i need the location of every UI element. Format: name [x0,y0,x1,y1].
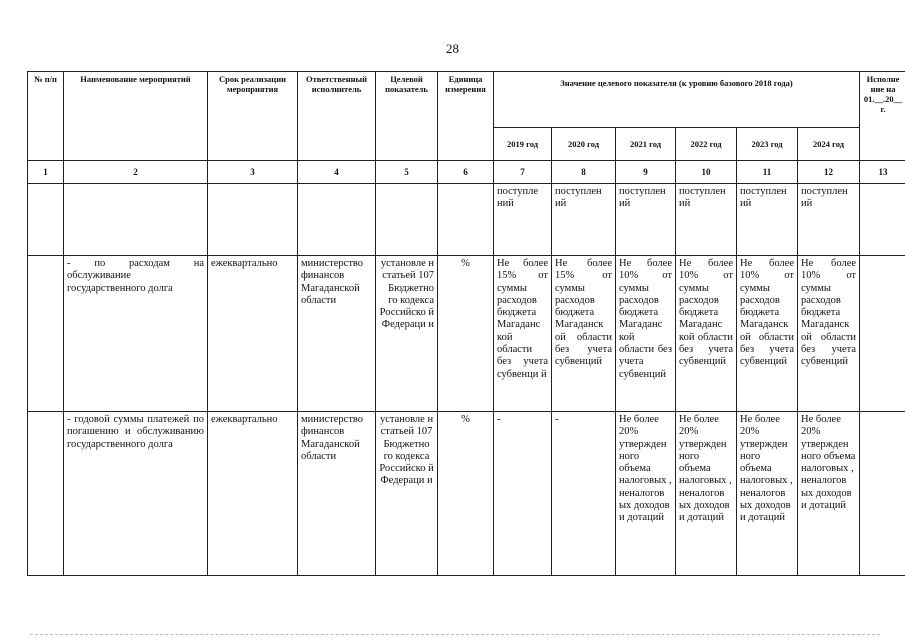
cell-value-2021: поступлен ий [616,184,676,256]
cell-value-2022: поступлен ий [676,184,737,256]
header-responsible: Ответственный исполнитель [298,72,376,161]
table-row [28,412,905,576]
cell-value-2020: Не более 15% от суммы расходов бюджета Магаданск ой области без учета субвенций [552,256,616,412]
cell-unit [438,184,494,256]
cell-value-2024: Не более 10% от суммы расходов бюджета Магаданск ой области без учета субвенций [798,256,860,412]
column-number: 8 [552,161,616,184]
cell-unit: % [438,256,494,412]
column-number: 10 [676,161,737,184]
column-number: 11 [737,161,798,184]
cell-value-2022: Не более 20% утвержден ного объема налоговых , неналогов ых доходов и дотаций [676,412,737,576]
header-year: 2021 год [616,128,676,161]
header-year: 2024 год [798,128,860,161]
column-number: 2 [64,161,208,184]
header-unit: Единица измерения [438,72,494,161]
header-year: 2019 год [494,128,552,161]
cell-num [28,412,64,576]
cell-value-2021: Не более 20% утвержден ного объема налоговых , неналогов ых доходов и дотаций [616,412,676,576]
cell-value-2020: - [552,412,616,576]
cell-unit: % [438,412,494,576]
column-numbers-row [28,161,905,184]
table-row [28,184,905,256]
header-year: 2023 год [737,128,798,161]
cell-value-2021: Не более 10% от суммы расходов бюджета Магаданс кой области без учета субвенций [616,256,676,412]
cell-value-2019: - [494,412,552,576]
page-number: 28 [446,41,459,56]
header-term: Срок реализации мероприятия [208,72,298,161]
cell-value-2024: Не более 20% утвержден ного объема налоговых , неналогов ых доходов и дотаций [798,412,860,576]
cell-value-2024: поступлен ий [798,184,860,256]
cell-indicator: установле н статьей 107 Бюджетно го кодекса Российско й Федераци и [376,256,438,412]
column-number: 1 [28,161,64,184]
cell-value-2019: поступле ний [494,184,552,256]
header-name: Наименование мероприятий [64,72,208,161]
scan-artifact-line [30,634,880,636]
cell-term [208,184,298,256]
header-values-group: Значение целевого показателя (к уровню базового 2018 года) [494,72,860,128]
cell-value-2023: Не более 20% утвержден ного объема налоговых , неналогов ых доходов и дотаций [737,412,798,576]
cell-value-2020: поступлен ий [552,184,616,256]
cell-value-2023: поступлен ий [737,184,798,256]
cell-num [28,256,64,412]
column-number: 12 [798,161,860,184]
header-row [28,72,905,128]
cell-name: - годовой суммы платежей по погашению и обслуживанию государственного долга [64,412,208,576]
target-indicators-table [27,71,905,576]
cell-name [64,184,208,256]
column-number: 4 [298,161,376,184]
cell-num [28,184,64,256]
header-num: № п/п [28,72,64,161]
cell-term: ежеквартально [208,412,298,576]
cell-indicator: установле н статьей 107 Бюджетно го кодекса Российско й Федераци и [376,412,438,576]
cell-execution [860,184,905,256]
header-year: 2022 год [676,128,737,161]
column-number: 5 [376,161,438,184]
cell-indicator [376,184,438,256]
cell-execution [860,256,905,412]
cell-value-2022: Не более 10% от суммы расходов бюджета Магаданс кой области без учета субвенций [676,256,737,412]
cell-responsible: министерство финансов Магаданской области [298,256,376,412]
cell-name: - по расходам на обслуживание государственного долга [64,256,208,412]
column-number: 13 [860,161,905,184]
column-number: 3 [208,161,298,184]
cell-term: ежеквартально [208,256,298,412]
column-number: 9 [616,161,676,184]
cell-value-2019: Не более 15% от суммы расходов бюджета Магаданс кой области без учета субвенци й [494,256,552,412]
table-row [28,256,905,412]
header-execution: Исполне ние на 01.__.20__г. [860,72,905,161]
column-number: 6 [438,161,494,184]
column-number: 7 [494,161,552,184]
cell-responsible [298,184,376,256]
cell-value-2023: Не более 10% от суммы расходов бюджета Магаданск ой области без учета субвенций [737,256,798,412]
cell-execution [860,412,905,576]
cell-responsible: министерство финансов Магаданской области [298,412,376,576]
header-indicator: Целевой показатель [376,72,438,161]
header-year: 2020 год [552,128,616,161]
